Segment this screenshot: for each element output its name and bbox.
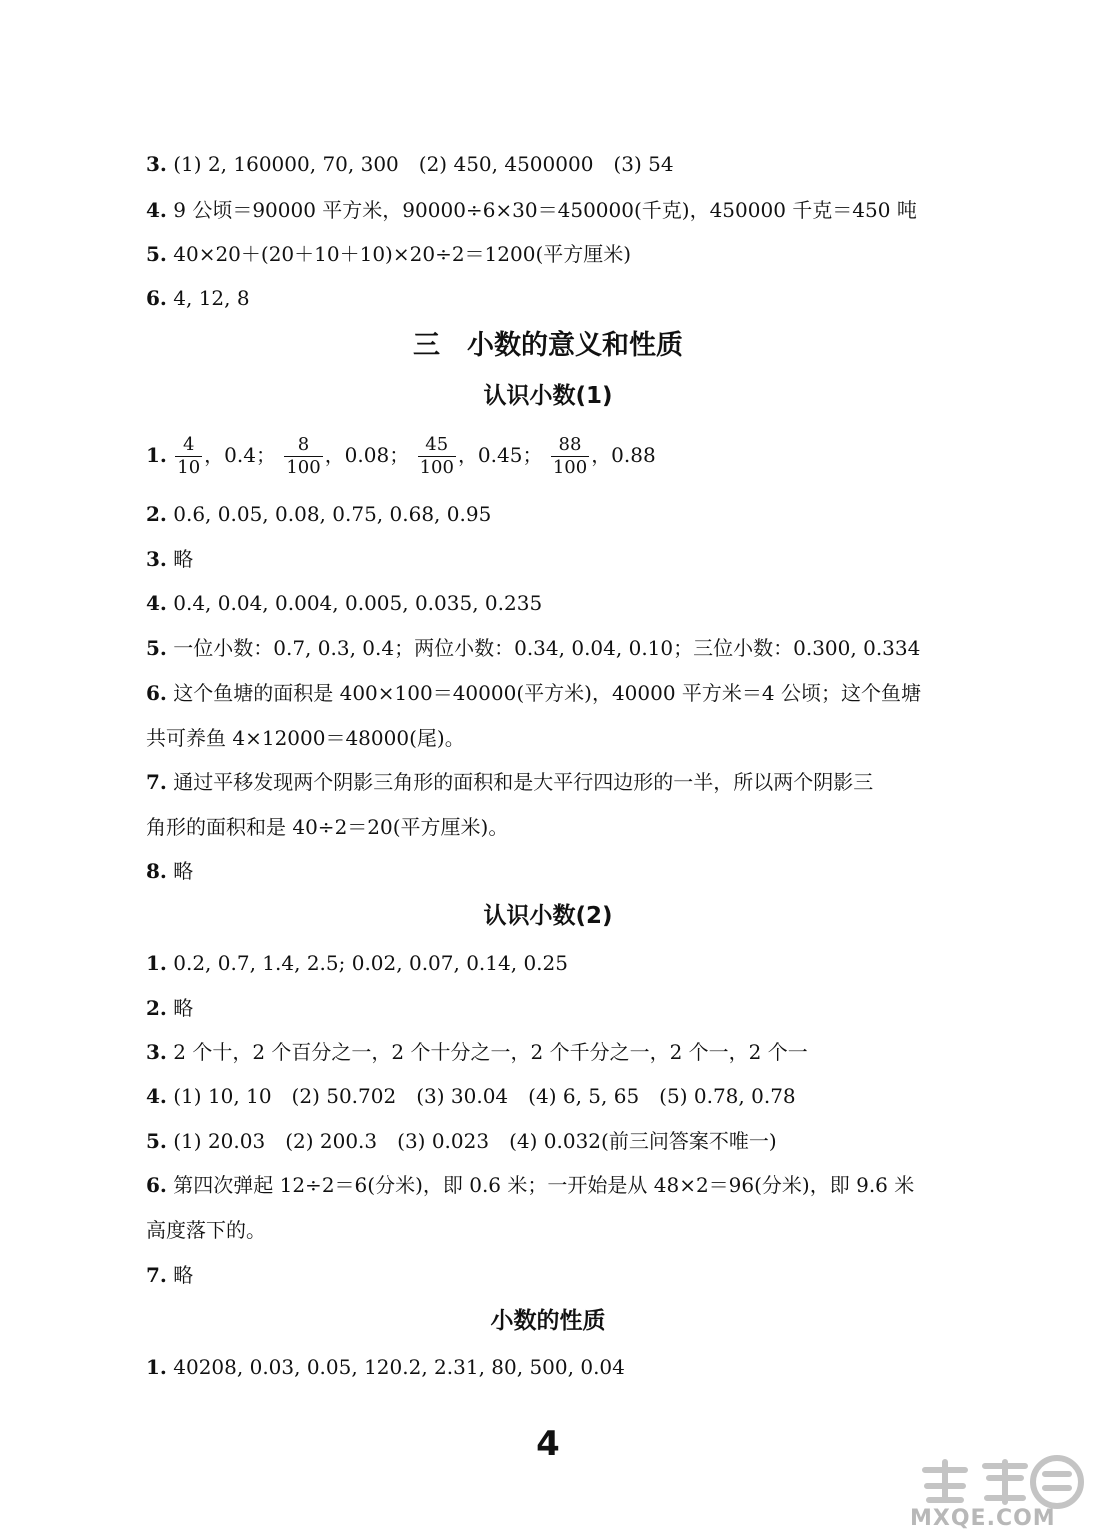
answer-3 (146, 1038, 808, 1066)
answer-6-continued (146, 724, 465, 752)
answer-6 (146, 679, 921, 707)
answer-text: 共可养鱼 4×12000＝48000(尾)。 (146, 726, 465, 750)
section-title: 认识小数(2) (483, 903, 613, 929)
fraction (418, 434, 456, 479)
answer-7-continued (146, 813, 508, 841)
chapter-title: 三 小数的意义和性质 (413, 330, 683, 361)
answer-6 (146, 1171, 914, 1199)
answer-6 (146, 284, 250, 312)
answer-text: 一位小数：0.7, 0.3, 0.4；两位小数：0.34, 0.04, 0.10；三位小数：0.300, 0.334 (173, 636, 921, 660)
fraction-denominator: 100 (286, 457, 321, 478)
answer-text: 略 (173, 1263, 194, 1287)
answer-number: 6. (146, 1173, 167, 1197)
decimal-value: ，0.88 (591, 443, 656, 467)
section-title: 认识小数(1) (483, 383, 613, 409)
answer-5 (146, 634, 920, 662)
answer-number: 6. (146, 681, 167, 705)
answer-text: 略 (173, 859, 194, 883)
answer-1 (146, 949, 568, 977)
answer-text: 略 (173, 547, 194, 571)
answer-4 (146, 196, 917, 224)
answer-number: 5. (146, 1129, 167, 1153)
answer-text: 0.4, 0.04, 0.004, 0.005, 0.035, 0.235 (173, 591, 543, 615)
answer-number: 1. (146, 951, 167, 975)
answer-7 (146, 768, 873, 796)
answer-4 (146, 589, 542, 617)
fraction-numerator: 8 (284, 434, 322, 457)
decimal-value: ，0.45； (457, 443, 543, 467)
answer-1 (146, 1353, 625, 1381)
answer-text: 4, 12, 8 (173, 286, 250, 310)
answer-number: 3. (146, 152, 167, 176)
answer-5 (146, 1127, 777, 1155)
answer-3 (146, 545, 193, 573)
answer-number: 4. (146, 1084, 167, 1108)
answer-3 (146, 150, 674, 178)
fraction-numerator: 45 (418, 434, 456, 457)
answer-number: 8. (146, 859, 167, 883)
answer-text: 9 公顷＝90000 平方米，90000÷6×30＝450000(千克)，450000 千克＝450 吨 (173, 198, 917, 222)
page-number: 4 (536, 1424, 560, 1464)
answer-number: 6. (146, 286, 167, 310)
answer-text: 40208, 0.03, 0.05, 120.2, 2.31, 80, 500, 0.04 (173, 1355, 625, 1379)
answer-number: 1. (146, 1355, 167, 1379)
answer-text: 这个鱼塘的面积是 400×100＝40000(平方米)，40000 平方米＝4 公顷；这个鱼塘 (173, 681, 922, 705)
answer-number: 5. (146, 636, 167, 660)
answer-2 (146, 994, 193, 1022)
answer-text: 40×20＋(20＋10＋10)×20÷2＝1200(平方厘米) (173, 242, 632, 266)
answer-5 (146, 240, 631, 268)
answer-text: 高度落下的。 (146, 1218, 266, 1242)
answer-text: 0.6, 0.05, 0.08, 0.75, 0.68, 0.95 (173, 502, 492, 526)
fraction-denominator: 100 (419, 457, 454, 478)
fraction-numerator: 4 (175, 434, 202, 457)
fraction-denominator: 100 (552, 457, 588, 478)
section-title: 小数的性质 (490, 1308, 606, 1334)
answer-7 (146, 1261, 193, 1289)
answer-number: 4. (146, 198, 167, 222)
answer-text: 通过平移发现两个阴影三角形的面积和是大平行四边形的一半，所以两个阴影三 (173, 770, 874, 794)
answer-number: 7. (146, 1263, 167, 1287)
answer-2 (146, 500, 491, 528)
answer-number: 2. (146, 502, 167, 526)
answer-number: 5. (146, 242, 167, 266)
answer-text: 略 (173, 996, 194, 1020)
answer-number: 7. (146, 770, 167, 794)
decimal-value: ，0.08； (324, 443, 410, 467)
fraction-numerator: 88 (551, 434, 589, 457)
answer-text: (1) 20.03 (2) 200.3 (3) 0.023 (4) 0.032(前三问答案不唯一) (173, 1129, 777, 1153)
answer-4 (146, 1082, 796, 1110)
decimal-value: ，0.4； (204, 443, 276, 467)
answer-number: 2. (146, 996, 167, 1020)
answer-text: 第四次弹起 12÷2＝6(分米)，即 0.6 米；一开始是从 48×2＝96(分米)，即 9.6 米 (173, 1173, 915, 1197)
answer-1-fractions (146, 430, 656, 480)
answer-text: 角形的面积和是 40÷2＝20(平方厘米)。 (146, 815, 509, 839)
fraction (284, 434, 322, 479)
answer-text: (1) 2, 160000, 70, 300 (2) 450, 4500000 (3) 54 (173, 152, 674, 176)
answer-6-continued (146, 1216, 266, 1244)
answer-number: 3. (146, 547, 167, 571)
fraction-denominator: 10 (177, 457, 201, 478)
fraction (175, 434, 202, 479)
answer-text: (1) 10, 10 (2) 50.702 (3) 30.04 (4) 6, 5, 65 (5) 0.78, 0.78 (173, 1084, 796, 1108)
answer-number: 4. (146, 591, 167, 615)
watermark-text: MXQE.COM (910, 1506, 1056, 1531)
answer-text: 2 个十，2 个百分之一，2 个十分之一，2 个千分之一，2 个一，2 个一 (173, 1040, 808, 1064)
answer-number: 3. (146, 1040, 167, 1064)
answer-text: 0.2, 0.7, 1.4, 2.5; 0.02, 0.07, 0.14, 0.25 (173, 951, 568, 975)
fraction (551, 434, 589, 479)
answer-number: 1. (146, 443, 167, 467)
answer-8 (146, 857, 193, 885)
